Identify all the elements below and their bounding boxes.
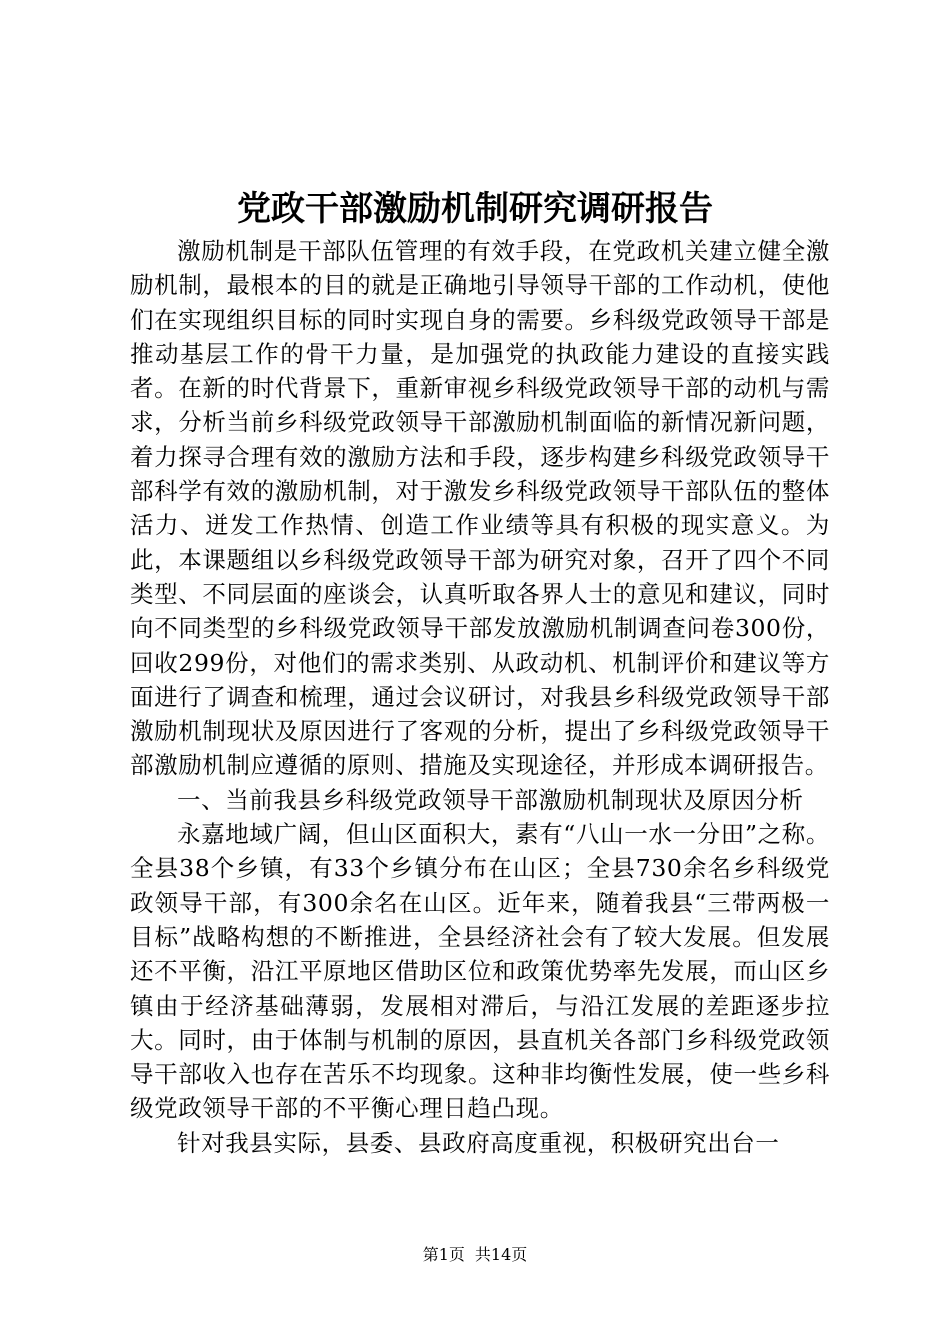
- body-paragraph-3: 针对我县实际，县委、县政府高度重视，积极研究出台一: [177, 1128, 780, 1157]
- document-title: 党政干部激励机制研究调研报告: [237, 189, 713, 229]
- section-heading-1: 一、当前我县乡科级党政领导干部激励机制现状及原因分析: [177, 785, 804, 814]
- document-body: [130, 234, 830, 1160]
- page-number: 第1页: [422, 1245, 465, 1264]
- body-paragraph-2: 永嘉地域广阔，但山区面积大，素有“八山一水一分田”之称。全县38个乡镇，有33个乡镇分布在山区；全县730余名乡科级党政领导干部，有300余名在山区。近年来，随着我县“三带两极一目标”战略构想的不断推进，全县经济社会有了较大发展。但发展还不平衡，沿江平原地区借助区位和政策优势率先发展，而山区乡镇由于经济基础薄弱，发展相对滞后，与沿江发展的差距逐步拉大。同时，由于体制与机制的原因，县直机关各部门乡科级党政领导干部收入也存在苦乐不均现象。这种非均衡性发展，使一些乡科级党政领导干部的不平衡心理日趋凸现。: [130, 820, 830, 1123]
- body-paragraph-1: 激励机制是干部队伍管理的有效手段，在党政机关建立健全激励机制，最根本的目的就是正确地引导领导干部的工作动机，使他们在实现组织目标的同时实现自身的需要。乡科级党政领导干部是推动基层工作的骨干力量，是加强党的执政能力建设的直接实践者。在新的时代背景下，重新审视乡科级党政领导干部的动机与需求，分析当前乡科级党政领导干部激励机制面临的新情况新问题，着力探寻合理有效的激励方法和手段，逐步构建乡科级党政领导干部科学有效的激励机制，对于激发乡科级党政领导干部队伍的整体活力、迸发工作热情、创造工作业绩等具有积极的现实意义。为此，本课题组以乡科级党政领导干部为研究对象，召开了四个不同类型、不同层面的座谈会，认真听取各界人士的意见和建议，同时向不同类型的乡科级党政领导干部发放激励机制调查问卷300份，回收299份，对他们的需求类别、从政动机、机制评价和建议等方面进行了调查和梳理，通过会议研讨，对我县乡科级党政领导干部激励机制现状及原因进行了客观的分析，提出了乡科级党政领导干部激励机制应遵循的原则、措施及实现途径，并形成本调研报告。: [130, 237, 830, 780]
- page-footer: [0, 1244, 950, 1266]
- page-total: 共14页: [474, 1245, 528, 1264]
